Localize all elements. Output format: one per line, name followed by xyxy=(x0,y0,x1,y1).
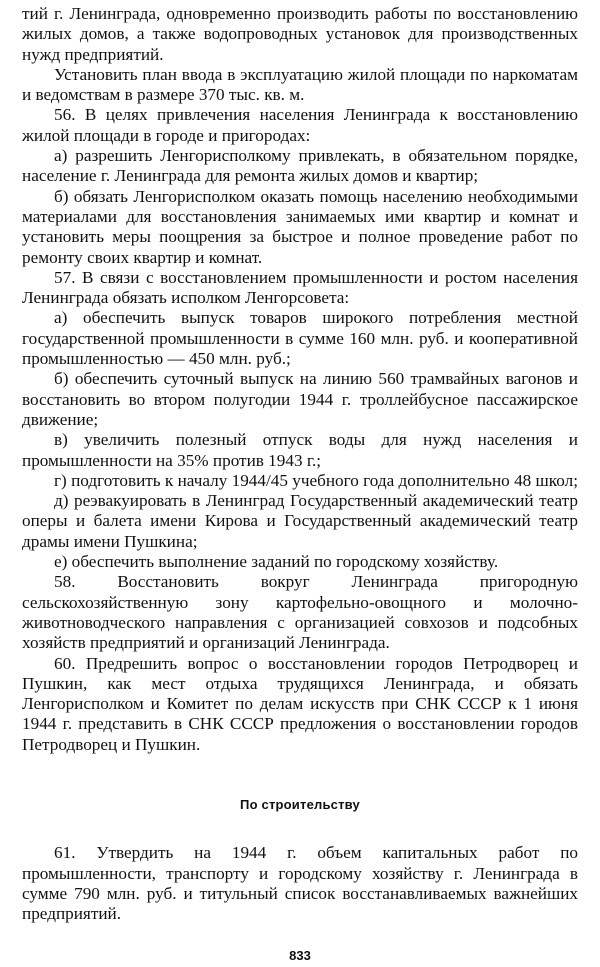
paragraph: 56. В целях привлечения населения Ленинграда к восстановлению жилой площади в городе и пригородах: xyxy=(22,105,578,145)
paragraph: а) разрешить Ленгорисполкому привлекать, в обязательном порядке, население г. Ленинграда для ремонта жилых домов и квартир; xyxy=(22,146,578,186)
document-body-bottom xyxy=(22,843,578,924)
paragraph: 58. Восстановить вокруг Ленинграда пригородную сельскохозяйственную зону картофельно-овощного и молочно-животноводческого направления с организацией совхозов и подсобных хозяйств предприятий и организаций Ленинграда. xyxy=(22,572,578,653)
document-page xyxy=(22,4,578,967)
paragraph: 61. Утвердить на 1944 г. объем капитальных работ по промышленности, транспорту и городскому хозяйству г. Ленинграда в сумме 790 млн. руб. и титульный список восстанавливаемых важнейших предприятий. xyxy=(22,843,578,924)
section-heading: По строительству xyxy=(240,796,360,812)
page-number: 833 xyxy=(289,948,311,964)
document-body-top xyxy=(22,4,578,755)
paragraph: тий г. Ленинграда, одновременно производить работы по восстановлению жилых домов, а также водопроводных установок для производственных нужд предприятий. xyxy=(22,4,578,64)
paragraph: 60. Предрешить вопрос о восстановлении городов Петродворец и Пушкин, как мест отдыха трудящихся Ленинграда, и обязать Ленгорисполком и Комитет по делам искусств при СНК СССР к 1 июня 1944 г. представить в СНК СССР предложения о восстановлении городов Петродворец и Пушкин. xyxy=(22,653,578,754)
paragraph: б) обеспечить суточный выпуск на линию 560 трамвайных вагонов и восстановить во втором полугодии 1944 г. троллейбусное пассажирское движение; xyxy=(22,369,578,429)
paragraph: е) обеспечить выполнение заданий по городскому хозяйству. xyxy=(54,552,499,572)
paragraph: г) подготовить к началу 1944/45 учебного года дополнительно 48 школ; xyxy=(54,470,578,490)
paragraph: д) реэвакуировать в Ленинград Государственный академический театр оперы и балета имени Кирова и Государственный академический театр драмы имени Пушкина; xyxy=(22,491,578,551)
paragraph: б) обязать Ленгорисполком оказать помощь населению необходимыми материалами для восстановления занимаемых ими квартир и комнат и установить меры поощрения за быстрое и полное проведение работ по ремонту своих квартир и комнат. xyxy=(22,186,578,267)
paragraph: а) обеспечить выпуск товаров широкого потребления местной государственной промышленности в сумме 160 млн. руб. и кооперативной промышленностью — 450 млн. руб.; xyxy=(22,308,578,369)
paragraph: Установить план ввода в эксплуатацию жилой площади по наркоматам и ведомствам в размере 370 тыс. кв. м. xyxy=(22,64,578,105)
paragraph: в) увеличить полезный отпуск воды для нужд населения и промышленности на 35% против 1943 г.; xyxy=(22,430,578,470)
paragraph: 57. В связи с восстановлением промышленности и ростом населения Ленинграда обязать исполком Ленгорсовета: xyxy=(22,267,578,308)
